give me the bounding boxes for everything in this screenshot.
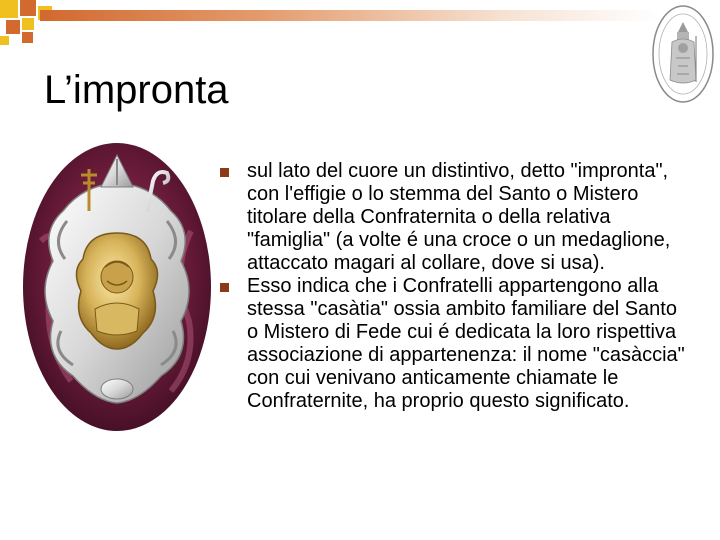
bullet-text: sul lato del cuore un distintivo, detto "impronta", con l'effigie o lo stemma del Santo o Mistero titolare della Confraternita o della relativa "famiglia" (a volte é una croce o un medaglione, attaccato magari al collare, dove si usa).	[247, 160, 671, 274]
bullet-item	[220, 160, 690, 275]
confraternity-seal-icon	[650, 2, 716, 106]
square-bullet-icon	[220, 168, 229, 177]
bullet-item	[220, 275, 690, 413]
header-gradient-bar	[40, 10, 660, 21]
corner-squares-icon	[0, 0, 60, 46]
slide-title: L’impronta	[44, 68, 229, 112]
bullet-text: Esso indica che i Confratelli appartengono alla stessa "casàtia" ossia ambito familiare del Santo o Mistero di Fede cui é dedicata la loro rispettiva associazione di appartenenza: il nome "casàccia" con cui venivano anticamente chiamate le Confraternite, ha proprio questo significato.	[247, 275, 685, 412]
bullet-list	[220, 160, 690, 413]
square-bullet-icon	[220, 283, 229, 292]
impronta-medal-image	[21, 141, 213, 433]
